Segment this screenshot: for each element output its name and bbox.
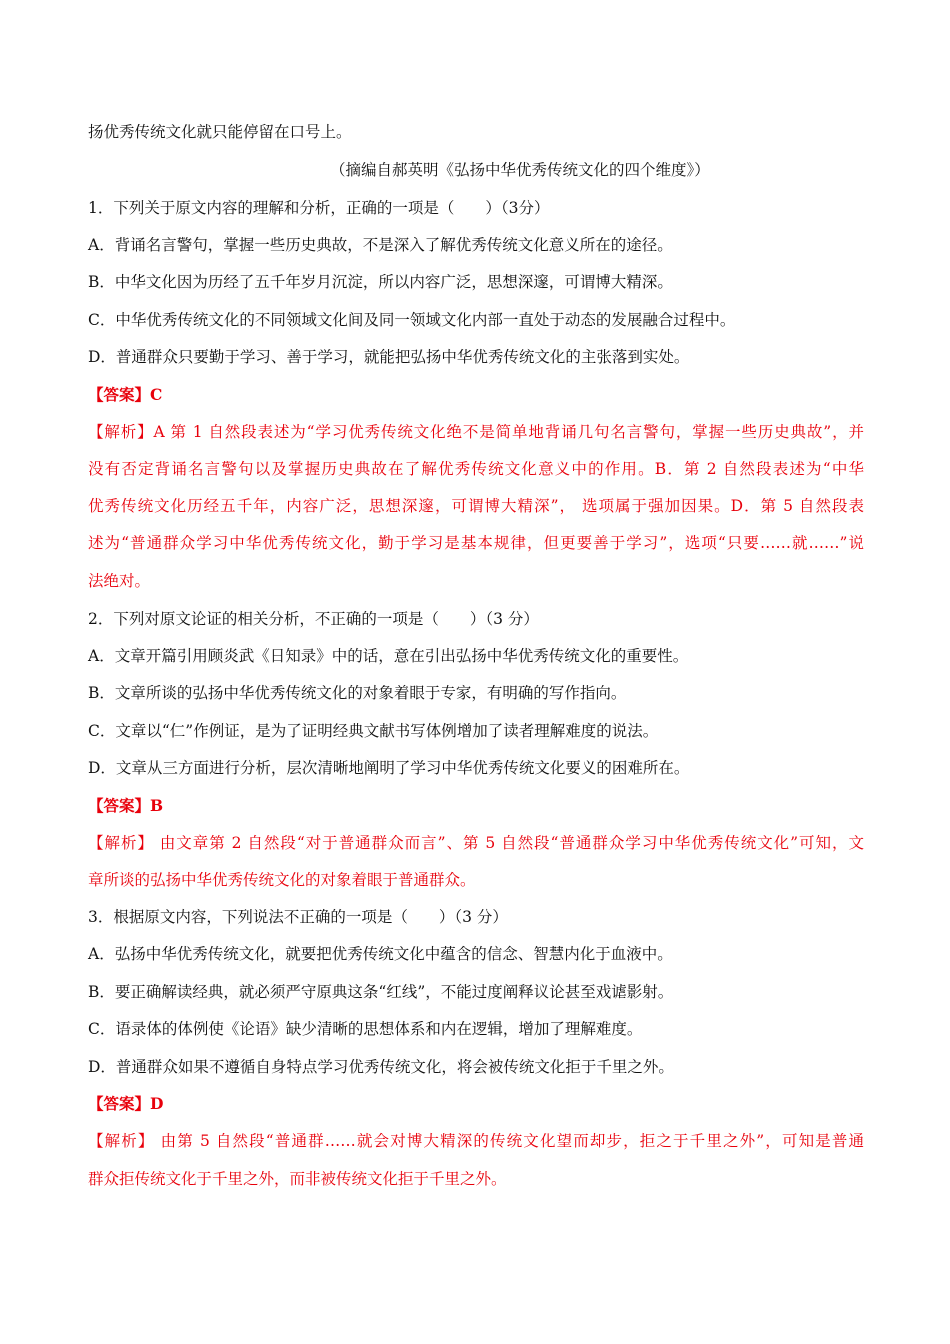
question-3-option-c: C．语录体的体例使《论语》缺少清晰的思想体系和内在逻辑，增加了理解难度。 (88, 1020, 643, 1038)
question-1-analysis-line-4: 述为“普通群众学习中华优秀传统文化，勤于学习是基本规律，但更要善于学习”，选项“只要……就……”说 (88, 534, 864, 552)
question-2-stem: 2．下列对原文论证的相关分析，不正确的一项是（ ）（3 分） (88, 610, 539, 628)
question-3-option-a: A．弘扬中华优秀传统文化，就要把优秀传统文化中蕴含的信念、智慧内化于血液中。 (88, 945, 673, 963)
question-1-analysis-line-1: 【解析】A 第 1 自然段表述为“学习优秀传统文化绝不是简单地背诵几句名言警句，掌握一些历史典故”，并 (88, 423, 864, 441)
question-3-option-b: B．要正确解读经典，就必须严守原典这条“红线”，不能过度阐释议论甚至戏谑影射。 (88, 983, 674, 1001)
question-2-option-b: B．文章所谈的弘扬中华优秀传统文化的对象着眼于专家，有明确的写作指向。 (88, 684, 627, 702)
question-2-option-a: A．文章开篇引用顾炎武《日知录》中的话，意在引出弘扬中华优秀传统文化的重要性。 (88, 647, 689, 665)
question-1-answer: 【答案】C (88, 385, 163, 404)
question-1-option-a: A．背诵名言警句，掌握一些历史典故，不是深入了解优秀传统文化意义所在的途径。 (88, 236, 673, 254)
question-2-option-c: C．文章以“仁”作例证，是为了证明经典文献书写体例增加了读者理解难度的说法。 (88, 722, 659, 740)
question-1-option-b: B．中华文化因为历经了五千年岁月沉淀，所以内容广泛，思想深邃，可谓博大精深。 (88, 273, 673, 291)
question-1-analysis-line-2: 没有否定背诵名言警句以及掌握历史典故在了解优秀传统文化意义中的作用。B．第 2 自然段表述为“中华 (88, 460, 864, 478)
question-2-analysis-line-2: 章所谈的弘扬中华优秀传统文化的对象着眼于普通群众。 (88, 871, 476, 889)
question-1-option-d: D．普通群众只要勤于学习、善于学习，就能把弘扬中华优秀传统文化的主张落到实处。 (88, 348, 690, 366)
question-2-option-d: D．文章从三方面进行分析，层次清晰地阐明了学习中华优秀传统文化要义的困难所在。 (88, 759, 690, 777)
question-3-answer: 【答案】D (88, 1094, 164, 1113)
intro-line: 扬优秀传统文化就只能停留在口号上。 (88, 123, 352, 141)
question-1-option-c: C．中华优秀传统文化的不同领域文化间及同一领域文化内部一直处于动态的发展融合过程中。 (88, 311, 736, 329)
question-1-analysis-line-3: 优秀传统文化历经五千年，内容广泛，思想深邃，可谓博大精深”， 选项属于强加因果。D．第 5 自然段表 (88, 497, 864, 515)
question-3-analysis-line-1: 【解析】 由第 5 自然段“普通群……就会对博大精深的传统文化望而却步，拒之于千里之外”，可知是普通 (88, 1132, 864, 1150)
question-3-analysis-line-2: 群众拒传统文化于千里之外，而非被传统文化拒于千里之外。 (88, 1170, 507, 1188)
question-1-stem: 1．下列关于原文内容的理解和分析，正确的一项是（ ）（3分） (88, 199, 550, 217)
question-1-analysis-line-5: 法绝对。 (88, 572, 151, 590)
question-2-answer: 【答案】B (88, 796, 164, 815)
question-3-stem: 3．根据原文内容，下列说法不正确的一项是（ ）（3 分） (88, 908, 508, 926)
question-2-analysis-line-1: 【解析】 由文章第 2 自然段“对于普通群众而言”、第 5 自然段“普通群众学习中华优秀传统文化”可知，文 (88, 834, 864, 852)
question-3-option-d: D．普通群众如果不遵循自身特点学习优秀传统文化，将会被传统文化拒于千里之外。 (88, 1058, 674, 1076)
source-citation: （摘编自郝英明《弘扬中华优秀传统文化的四个维度》） (330, 161, 710, 179)
